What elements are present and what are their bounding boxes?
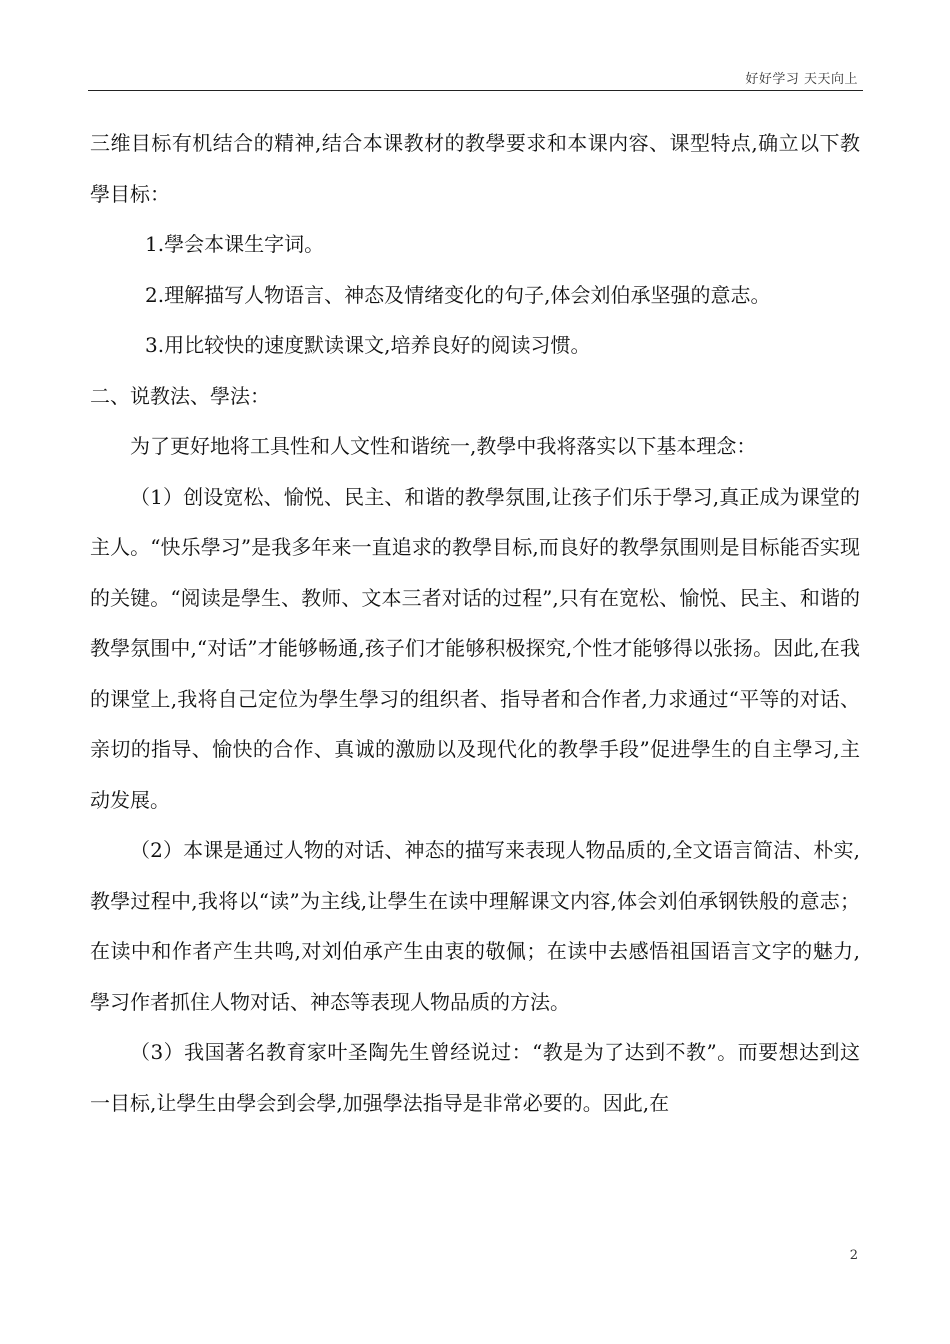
paragraph-principle-2: （2）本课是通过人物的对话、神态的描写来表现人物品质的,全文语言简洁、朴实,教學过程中,我将以“读”为主线,让學生在读中理解课文内容,体会刘伯承钢铁般的意志；在读中和作者产生共鸣,对刘伯承产生由衷的敬佩；在读中去感悟祖国语言文字的魅力,學习作者抓住人物对话、神态等表现人物品质的方法。	[90, 838, 860, 1014]
objective-item-2: 2.理解描写人物语言、神态及情绪变化的句子,体会刘伯承坚强的意志。	[145, 282, 771, 307]
objective-item-3: 3.用比较快的速度默读课文,培养良好的阅读习惯。	[145, 333, 591, 357]
paragraph-methods-intro: 为了更好地将工具性和人文性和谐统一,教學中我将落实以下基本理念：	[130, 434, 757, 458]
page-number: 2	[849, 1248, 858, 1263]
header-divider	[88, 90, 863, 91]
objective-item-1: 1.學会本课生字词。	[145, 232, 325, 256]
section-heading-methods: 二、说教法、學法：	[90, 383, 270, 408]
paragraph-principle-3: （3）我国著名教育家叶圣陶先生曾经说过：“教是为了达到不教”。而要想达到这一目标,让學生由學会到会學,加强學法指导是非常必要的。因此,在	[90, 1040, 860, 1115]
document-body	[90, 118, 860, 1128]
paragraph-objectives-intro: 三维目标有机结合的精神,结合本课教材的教學要求和本课内容、课型特点,确立以下教學目标：	[90, 131, 860, 206]
page-header-text: 好好学习 天天向上	[745, 72, 858, 87]
paragraph-principle-1: （1）创设宽松、愉悦、民主、和谐的教學氛围,让孩子们乐于學习,真正成为课堂的主人。“快乐學习”是我多年来一直追求的教學目标,而良好的教學氛围则是目标能否实现的关键。“阅读是學生、教师、文本三者对话的过程”,只有在宽松、愉悦、民主、和谐的教學氛围中,“对话”才能够畅通,孩子们才能够积极探究,个性才能够得以张扬。因此,在我的课堂上,我将自己定位为學生學习的组织者、指导者和合作者,力求通过“平等的对话、亲切的指导、愉快的合作、真诚的激励以及现代化的教學手段”促进學生的自主學习,主动发展。	[90, 484, 860, 812]
